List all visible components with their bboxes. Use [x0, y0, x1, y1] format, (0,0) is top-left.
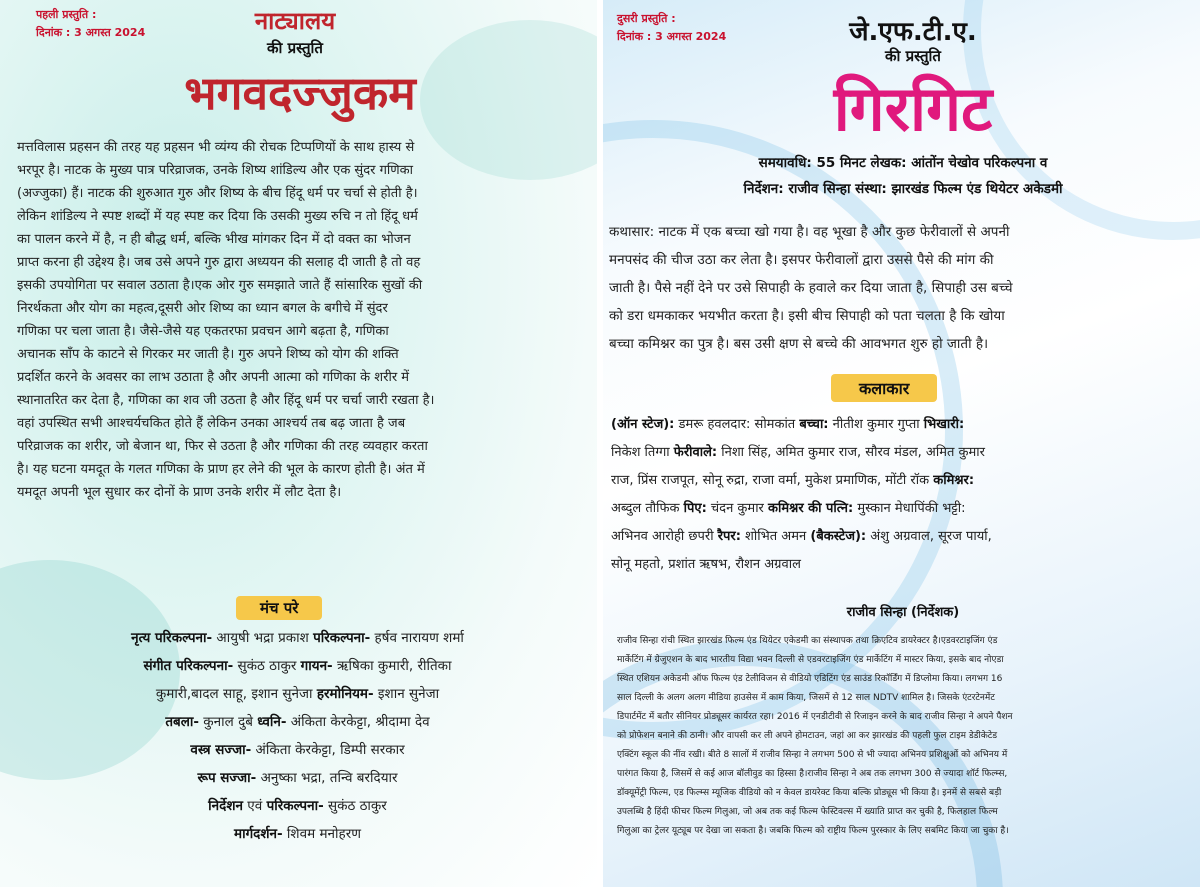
role-names: राज, प्रिंस राजपूत, सोनू रुद्रा, राजा वर्मा, मुकेश प्रमाणिक, मोंटी रॉक	[611, 473, 934, 488]
group-name: नाट्यालय	[254, 7, 336, 35]
credit-line	[611, 439, 1193, 467]
synopsis-line: को डरा धमकाकर भयभीत करता है। इसी बीच सिपाही को पता चलता है कि खोया	[609, 308, 1005, 324]
role-names: अंकिता केरकेट्टा, डिम्पी सरकार	[251, 742, 405, 758]
role-names: मुस्कान मेधापिंकी भट्टी:	[853, 501, 966, 516]
synopsis-line: लेकिन शांडिल्य ने स्पष्ट शब्दों में यह स्पष्ट कर दिया कि उसकी मुख्य रुचि न तो हिंदू धर्म	[17, 209, 418, 224]
role-names: निकेश तिग्गा	[611, 445, 674, 460]
synopsis-line: मत्तविलास प्रहसन की तरह यह प्रहसन भी व्यंग्य की रोचक टिप्पणियों के साथ हास्य से	[17, 140, 415, 155]
credit-line	[611, 495, 1193, 523]
role-label: संगीत परिकल्पना-	[143, 658, 234, 674]
role-label: निर्देशन	[208, 798, 243, 814]
role-label: परिकल्पना-	[266, 798, 324, 814]
synopsis-line: कथासार: नाटक में एक बच्चा खो गया है। वह भूखा है और कुछ फेरीवालों से अपनी	[609, 224, 1010, 240]
role-names: चंदन कुमार	[706, 501, 769, 516]
bio-line: गिलुआ का ट्रेलर यूट्यूब पर देखा जा सकता है। जबकि फिल्म को राष्ट्रीय फिल्म पुरस्कार के लिए सबमिट किया जा चुका है।	[617, 826, 1009, 836]
synopsis-line: अचानक साँप के काटने से गिरकर मर जाती है। गुरु अपने शिष्य को योग की शक्ति	[17, 347, 399, 362]
role-label: (ऑन स्टेज):	[611, 417, 675, 432]
role-names: सुकंठ ठाकुर	[323, 798, 387, 814]
role-names: शोभित अमन	[740, 529, 811, 544]
role-label: पिए:	[683, 501, 707, 516]
synopsis-line: प्राप्त करना ही उद्देश्य है। जब उसे अपने गुरु द्वारा अध्ययन की सलाह दी जाती है तो वह	[17, 255, 421, 270]
presentation-date: दिनांक : 3 अगस्त 2024	[617, 30, 727, 43]
role-label: रूप सज्जा-	[197, 770, 257, 786]
role-label: नृत्य परिकल्पना-	[131, 630, 213, 646]
credit-line	[611, 411, 1193, 439]
meta-line: समयावधि: 55 मिनट लेखक: आंतोंन चेखोव परिकल्पना व	[758, 155, 1048, 171]
synopsis-line: जाती है। पैसे नहीं देने पर उसे सिपाही के हवाले कर दिया जाता है, सिपाही उस बच्चे	[609, 280, 1013, 296]
presents-label: की प्रस्तुति	[267, 39, 323, 57]
presentation-number: पहली प्रस्तुति :	[36, 8, 97, 21]
role-names: डमरू हवलदार: सोमकांत	[674, 417, 800, 432]
role-names: अंशु अग्रवाल, सूरज पार्या,	[866, 529, 992, 544]
synopsis-line: इसकी उपयोगिता पर सवाल उठाता है।एक ओर गुरु समझाते जाते हैं सांसारिक सुखों की	[17, 278, 423, 293]
credit-line	[10, 624, 585, 652]
credit-line	[10, 652, 585, 680]
role-names: ऋषिका कुमारी, रीतिका	[332, 658, 452, 674]
role-label: परिकल्पना-	[313, 630, 371, 646]
role-label: कमिश्नर की पत्नि:	[768, 501, 854, 516]
role-label: मार्गदर्शन-	[234, 826, 283, 842]
role-label: कमिश्नर:	[933, 473, 975, 488]
synopsis-line: स्थानातरित कर देता है, गणिका का शव जी उठता है और हिंदू धर्म पर चर्चा जारी रखता है।	[17, 393, 435, 408]
role-names: सुकंठ ठाकुर	[233, 658, 301, 674]
role-label: फेरीवाले:	[673, 445, 718, 460]
role-names: अब्दुल तौफिक	[611, 501, 684, 516]
synopsis-line: परिव्राजक का शरीर, जो बेजान था, फिर से उठता है और गणिका की तरह व्यवहार करता	[17, 439, 428, 454]
presents-label: की प्रस्तुति	[885, 47, 941, 65]
credit-line	[10, 708, 585, 736]
synopsis-line: यमदूत अपनी भूल सुधार कर दोनों के प्राण उनके शरीर में लौट देता है।	[17, 485, 342, 500]
synopsis-line: निरर्थकता और योग का महत्व,दूसरी ओर शिष्य का ध्यान बगल के बगीचे में सुंदर	[17, 301, 388, 316]
synopsis-line: प्रदर्शित करने के अवसर का लाभ उठाता है और अपनी आत्मा को गणिका के शरीर में	[17, 370, 410, 385]
role-names: आयुषी भद्रा प्रकाश	[212, 630, 314, 646]
role-label: भिखारी:	[923, 417, 965, 432]
meta-line: निर्देशन: राजीव सिन्हा संस्था: झारखंड फिल्म एंड थियेटर अकेडमी	[743, 181, 1063, 197]
group-name: जे.एफ.टी.ए.	[849, 17, 977, 47]
presentation-number: दुसरी प्रस्तुति :	[617, 12, 676, 25]
presentation-date: दिनांक : 3 अगस्त 2024	[36, 26, 146, 39]
synopsis-line: गणिका पर चला जाता है। जैसे-जैसे यह एकतरफा प्रवचन आगे बढ़ता है, गणिका	[17, 324, 389, 339]
role-names: शिवम मनोहरण	[282, 826, 361, 842]
role-label: बच्चा:	[799, 417, 829, 432]
synopsis-line: है। यह घटना यमदूत के गलत गणिका के प्राण हर लेने की भूल के कारण होती है। अंत में	[17, 462, 425, 477]
play-title: भगवदज्जुकम	[184, 66, 416, 120]
credit-line	[611, 523, 1193, 551]
role-label: (बैकस्टेज):	[810, 529, 867, 544]
synopsis	[17, 136, 583, 504]
role-names: नीतीश कुमार गुप्ता	[828, 417, 924, 432]
bio-line: पारंगत किया है, जिसमें से कई आज बॉलीवुड का हिस्सा है।राजीव सिन्हा ने अब तक लगभग 300 से ज्यादा शॉर्ट फिल्म्स,	[617, 769, 1008, 779]
synopsis-line: मनपसंद की चीज उठा कर लेता है। इसपर फेरीवालों द्वारा उससे पैसे की मांग की	[609, 252, 994, 268]
credit-line	[10, 820, 585, 848]
credit-line	[10, 764, 585, 792]
role-names: कुनाल दुबे	[199, 714, 258, 730]
credit-line	[10, 792, 585, 820]
bio-line: मार्केटिंग में ग्रेजुएशन के बाद भारतीय विद्या भवन दिल्ली से एडवरटाइजिंग एंड मार्केटिंग में मास्टर किया, इसके बाद नोएडा	[617, 655, 1004, 665]
synopsis	[609, 218, 1194, 358]
credit-line	[611, 551, 1193, 579]
credit-line	[611, 467, 1193, 495]
synopsis-line: बच्चा कमिश्नर का पुत्र है। बस उसी क्षण से बच्चे की आवभगत शुरु हो जाती है।	[609, 336, 989, 352]
play-title: गिरगिट	[833, 72, 993, 145]
role-names: अंकिता केरकेट्टा, श्रीदामा देव	[286, 714, 430, 730]
bio-line: को प्रोफेशन बनाने की ठानी। और वापसी कर ली अपने होमटाउन, जहां आ कर झारखंड की पहली फुल टाइम डेडीकेटेड	[617, 731, 998, 741]
synopsis-line: भरपूर है। नाटक के मुख्य पात्र परिव्राजक, उनके शिष्य शांडिल्य और एक सुंदर गणिका	[17, 163, 414, 178]
bio-line: डिपार्टमेंट में बतौर सीनियर प्रोड्यूसर कार्यरत रहा। 2016 में एनडीटीवी से रिजाइन करने के बाद राजीव सिन्हा ने अपने पैशन	[617, 712, 1013, 722]
role-names: इशान सुनेजा	[373, 686, 440, 702]
bio-line: एक्टिंग स्कूल की नींव रखी। बीते 8 सालों में राजीव सिन्हा ने लगभग 500 से भी ज्यादा अभिनय प्रशिक्षुओं को अभिनय में	[617, 750, 1008, 760]
credit-line	[10, 680, 585, 708]
role-names: अनुष्का भद्रा, तन्वि बरदियार	[256, 770, 398, 786]
play-meta	[623, 150, 1183, 202]
presentation-info	[617, 10, 726, 46]
cast-list	[611, 411, 1193, 579]
role-label: रैपर:	[717, 529, 741, 544]
left-panel	[0, 0, 597, 887]
role-names: निशा सिंह, अमित कुमार राज, सौरव मंडल, अमित कुमार	[717, 445, 985, 460]
synopsis-line: (अज्जुका) हैं। नाटक की शुरुआत गुरु और शिष्य के बीच हिंदू धर्म पर चर्चा से होती है।	[17, 186, 418, 201]
role-label: तबला-	[165, 714, 200, 730]
synopsis-line: का पालन करने में है, न ही बौद्ध धर्म, बल्कि भीख मांगकर दिन में दो वक्त का भोजन	[17, 232, 411, 247]
role-label: गायन-	[300, 658, 333, 674]
bio-line: स्थित एशियन अकेडमी ऑफ फिल्म एंड टेलीविजन से वीडियो एडिटिंग एंड साउंड रिकॉर्डिंग में डिप्लोमा किया। लगभग 16	[617, 674, 1003, 684]
role-label: वस्त्र सज्जा-	[190, 742, 252, 758]
bio-line: उपलब्धि है हिंदी फीचर फिल्म गिलुआ, जो अब तक कई फिल्म फेस्टिवल्स में ख्याति प्राप्त कर चुकी है, फिलहाल फिल्म	[617, 807, 998, 817]
director-bio	[617, 632, 1189, 841]
right-panel	[603, 0, 1200, 887]
role-label: ध्वनि-	[257, 714, 287, 730]
bio-line: डॉक्यूमेंट्री फिल्म, एड फिल्म्स म्यूजिक वीडियो को न केवल डायरेक्ट किया बल्कि प्रोड्यूस भी किया है। इनमें से सबसे बड़ी	[617, 788, 1002, 798]
role-label: हरमोनियम-	[316, 686, 374, 702]
synopsis-line: वहां उपस्थित सभी आश्चर्यचकित होते हैं लेकिन उनका आश्चर्य तब बढ़ जाता है जब	[17, 416, 406, 431]
cast-heading: कलाकार	[831, 374, 937, 402]
bio-line: साल दिल्ली के अलग अलग मीडिया हाउसेस में काम किया, जिसमें से 12 साल NDTV शामिल है। जिसके एंटरटेनमेंट	[617, 693, 995, 703]
role-names: कुमारी,बादल साहू, इशान सुनेजा	[155, 686, 317, 702]
presentation-info	[36, 6, 145, 42]
role-names: अभिनव आरोही छपरी	[611, 529, 718, 544]
role-names: हर्षव नारायण शर्मा	[370, 630, 464, 646]
bio-line: राजीव सिन्हा रांची स्थित झारखंड फिल्म एंड थियेटर एकेडमी का संस्थापक तथा क्रिएटिव डायरेक्टर है।एडवरटाइजिंग एंड	[617, 636, 998, 646]
role-names: सोनू महतो, प्रशांत ऋषभ, रौशन अग्रवाल	[611, 557, 801, 572]
offstage-heading: मंच परे	[236, 596, 322, 620]
credits-list	[10, 624, 585, 848]
director-heading: राजीव सिन्हा (निर्देशक)	[846, 605, 960, 620]
credit-line	[10, 736, 585, 764]
role-names: एवं	[243, 798, 267, 814]
